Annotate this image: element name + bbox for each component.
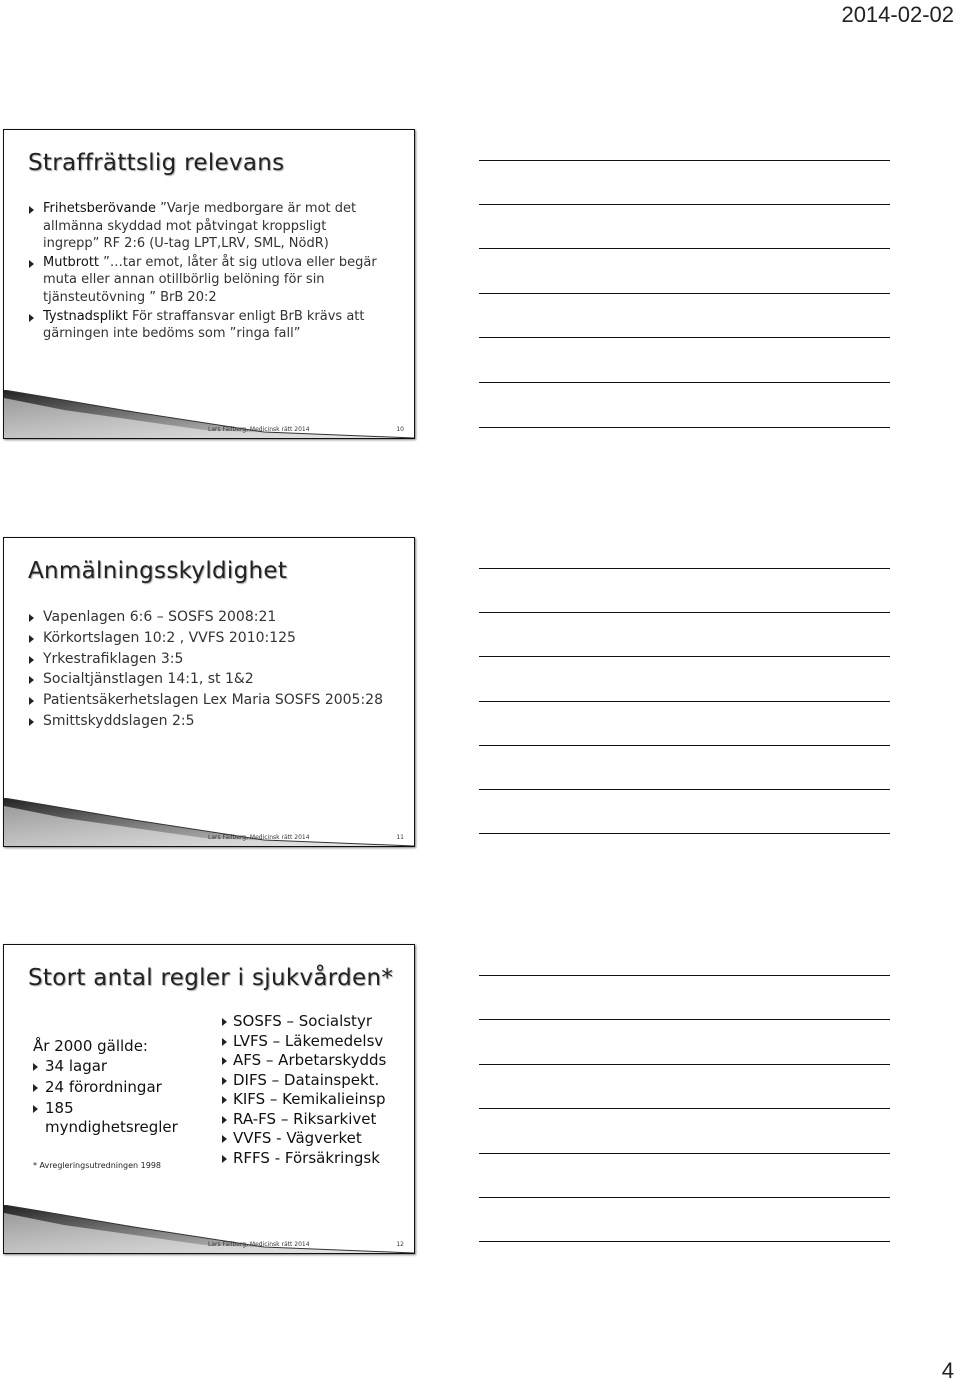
bullet-text: Yrkestrafiklagen 3:5 bbox=[43, 650, 184, 667]
slide-footer: Lars Fallberg, Medicinsk rätt 2014 bbox=[208, 1241, 310, 1248]
bullet-item bbox=[222, 1013, 412, 1031]
bullet-item bbox=[222, 1072, 412, 1090]
bullet-arrow-icon bbox=[29, 676, 34, 684]
slide-10 bbox=[3, 129, 415, 439]
note-line bbox=[479, 204, 890, 205]
slide-number: 12 bbox=[396, 1241, 404, 1248]
bullet-item bbox=[26, 200, 386, 253]
slide-title: Anmälningsskyldighet bbox=[28, 558, 288, 584]
bullet-arrow-icon bbox=[222, 1116, 227, 1124]
bullet-arrow-icon bbox=[222, 1077, 227, 1085]
slide-title: Straffrättslig relevans bbox=[28, 150, 285, 176]
bullet-text: ”Varje medborgare är mot det allmänna skyddad mot påtvingat kroppsligt ingrepp” RF 2:6 (U-tag LPT,LRV, SML, NödR) bbox=[43, 201, 357, 252]
bullet-arrow-icon bbox=[222, 1096, 227, 1104]
bullet-arrow-icon bbox=[33, 1063, 38, 1071]
right-bullet-list bbox=[222, 1013, 412, 1169]
bullet-item bbox=[222, 1052, 412, 1070]
bullet-arrow-icon bbox=[33, 1105, 38, 1113]
slide-12 bbox=[3, 944, 415, 1254]
bullet-arrow-icon bbox=[222, 1155, 227, 1163]
note-line bbox=[479, 1241, 890, 1242]
note-line bbox=[479, 1064, 890, 1065]
slide-footer: Lars Fallberg, Medicinsk rätt 2014 bbox=[208, 426, 310, 433]
note-line bbox=[479, 975, 890, 976]
bullet-text: SOSFS – Socialstyr bbox=[233, 1012, 372, 1030]
bullet-item bbox=[33, 1099, 203, 1137]
bullet-head: Tystnadsplikt bbox=[43, 308, 128, 324]
bullet-item bbox=[26, 650, 396, 670]
bullet-text: RFFS - Försäkringsk bbox=[233, 1148, 380, 1167]
slide-title: Stort antal regler i sjukvården* bbox=[28, 965, 394, 991]
bullet-arrow-icon bbox=[222, 1018, 227, 1026]
slide-11 bbox=[3, 537, 415, 847]
footnote: * Avregleringsutredningen 1998 bbox=[33, 1161, 162, 1170]
bullet-text: DIFS – Datainspekt. bbox=[233, 1070, 380, 1089]
bullet-item bbox=[222, 1091, 412, 1109]
bullet-item bbox=[222, 1130, 412, 1148]
bullet-item bbox=[222, 1150, 412, 1168]
slide-number: 11 bbox=[396, 834, 404, 841]
bullet-item bbox=[33, 1057, 203, 1076]
bullet-arrow-icon bbox=[222, 1057, 227, 1065]
bullet-text: VVFS - Vägverket bbox=[233, 1129, 362, 1147]
bullet-item bbox=[26, 308, 386, 343]
bullet-text: AFS – Arbetarskydds bbox=[233, 1051, 387, 1069]
note-line bbox=[479, 833, 890, 834]
bullet-arrow-icon bbox=[29, 314, 34, 322]
bullet-arrow-icon bbox=[29, 656, 34, 664]
note-line bbox=[479, 1197, 890, 1198]
left-bullet-list bbox=[33, 1057, 203, 1137]
bullet-list bbox=[26, 200, 386, 344]
bullet-item bbox=[222, 1111, 412, 1129]
note-line bbox=[479, 248, 890, 249]
bullet-item bbox=[26, 712, 396, 732]
bullet-head: Frihetsberövande bbox=[43, 201, 157, 216]
bullet-text: 34 lagar bbox=[45, 1057, 108, 1075]
left-heading: År 2000 gällde: bbox=[33, 1037, 148, 1055]
bullet-text: Socialtjänstlagen 14:1, st 1&2 bbox=[43, 671, 254, 688]
note-line bbox=[479, 1019, 890, 1020]
left-column bbox=[33, 1037, 203, 1139]
note-line bbox=[479, 337, 890, 338]
bullet-arrow-icon bbox=[29, 635, 34, 643]
bullet-arrow-icon bbox=[29, 697, 34, 705]
bullet-item bbox=[26, 670, 396, 690]
bullet-item bbox=[33, 1078, 203, 1097]
bullet-arrow-icon bbox=[29, 260, 34, 268]
bullet-arrow-icon bbox=[222, 1038, 227, 1046]
bullet-item bbox=[26, 608, 396, 628]
slide-footer: Lars Fallberg, Medicinsk rätt 2014 bbox=[208, 834, 310, 841]
slide-number: 10 bbox=[396, 426, 404, 433]
bullet-item bbox=[26, 254, 386, 307]
bullet-text: LVFS – Läkemedelsv bbox=[233, 1031, 384, 1050]
note-line bbox=[479, 656, 890, 657]
bullet-text: För straffansvar enligt BrB krävs att gärningen inte bedöms som ”ringa fall” bbox=[43, 308, 365, 342]
bullet-text: Vapenlagen 6:6 – SOSFS 2008:21 bbox=[43, 609, 277, 625]
bullet-arrow-icon bbox=[29, 614, 34, 622]
note-line bbox=[479, 293, 890, 294]
note-line bbox=[479, 701, 890, 702]
bullet-text: Körkortslagen 10:2 , VVFS 2010:125 bbox=[43, 629, 296, 646]
note-line bbox=[479, 1153, 890, 1154]
bullet-text: Patientsäkerhetslagen Lex Maria SOSFS 2005:28 bbox=[43, 692, 383, 709]
bullet-arrow-icon bbox=[33, 1084, 38, 1092]
bullet-arrow-icon bbox=[222, 1135, 227, 1143]
bullet-arrow-icon bbox=[29, 718, 34, 726]
bullet-arrow-icon bbox=[29, 206, 34, 214]
note-line bbox=[479, 612, 890, 613]
bullet-list bbox=[26, 608, 396, 733]
note-line bbox=[479, 568, 890, 569]
note-line bbox=[479, 789, 890, 790]
bullet-head: Mutbrott bbox=[43, 254, 100, 270]
note-line bbox=[479, 1108, 890, 1109]
bullet-text: ”…tar emot, låter åt sig utlova eller begär muta eller annan otillbörlig belöning för sin tjänsteutövning ” BrB 20:2 bbox=[43, 254, 377, 305]
page-number: 4 bbox=[941, 1358, 954, 1383]
bullet-item bbox=[222, 1033, 412, 1051]
bullet-text: KIFS – Kemikalieinsp bbox=[233, 1090, 386, 1108]
bullet-text: RA-FS – Riksarkivet bbox=[233, 1109, 377, 1128]
page-date: 2014-02-02 bbox=[841, 2, 954, 27]
bullet-item bbox=[26, 691, 396, 711]
bullet-text: 24 förordningar bbox=[45, 1078, 162, 1096]
bullet-text: 185 myndighetsregler bbox=[45, 1099, 178, 1136]
note-line bbox=[479, 427, 890, 428]
bullet-text: Smittskyddslagen 2:5 bbox=[43, 712, 195, 729]
note-line bbox=[479, 382, 890, 383]
note-line bbox=[479, 745, 890, 746]
note-line bbox=[479, 160, 890, 161]
bullet-item bbox=[26, 629, 396, 649]
